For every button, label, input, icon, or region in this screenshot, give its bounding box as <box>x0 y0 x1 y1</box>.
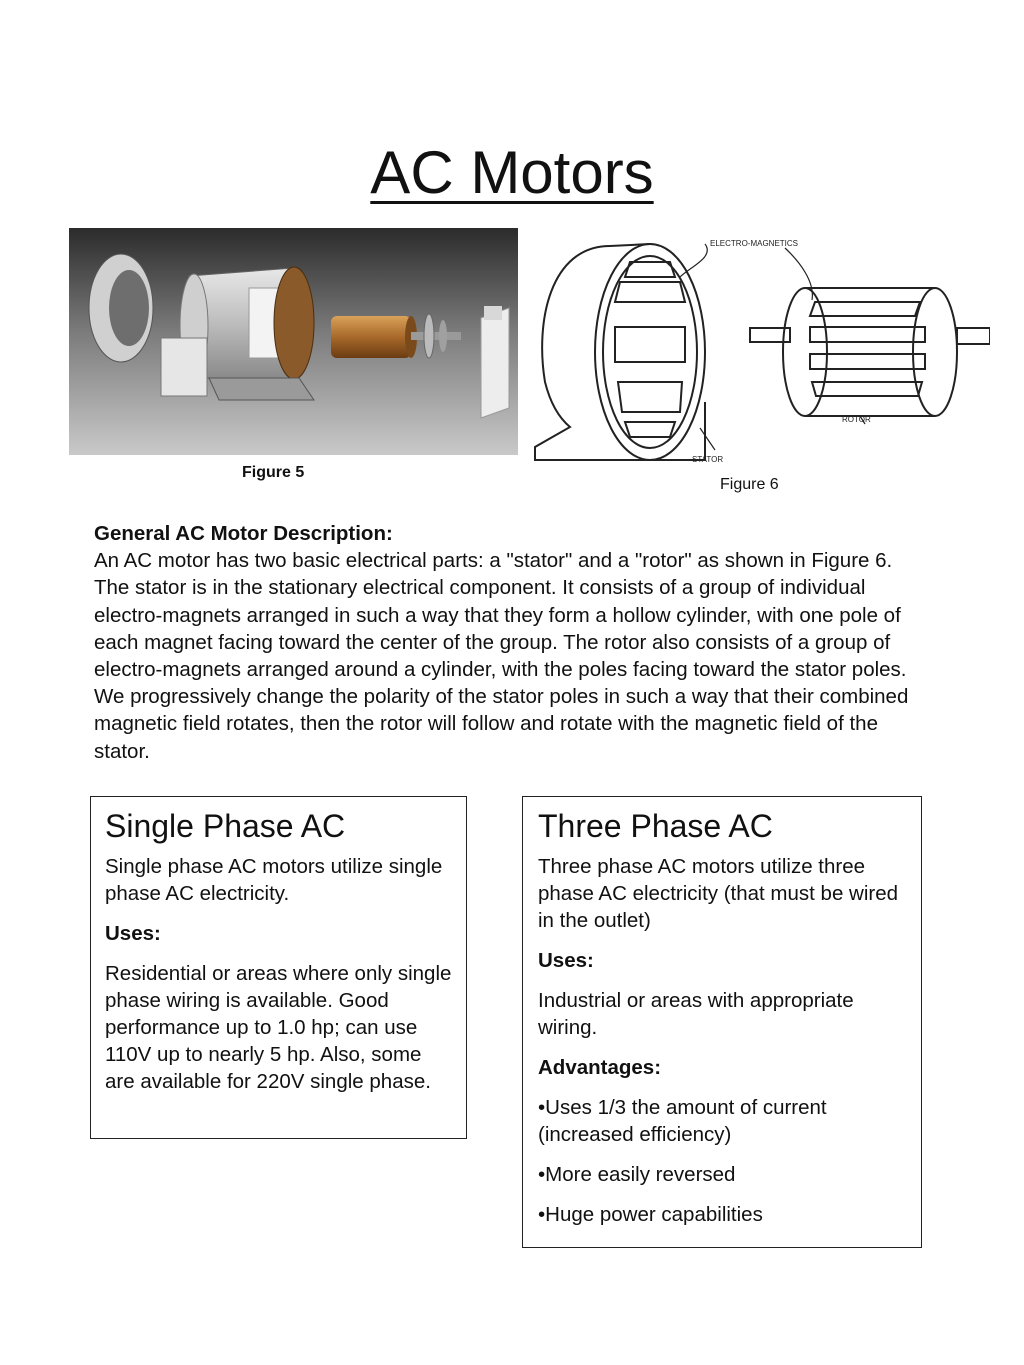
three-phase-title: Three Phase AC <box>538 808 773 844</box>
rotor-label: ROTOR <box>842 415 871 424</box>
single-phase-uses-label: Uses: <box>105 922 161 945</box>
single-phase-intro: Single phase AC motors utilize single phase AC electricity. <box>105 855 443 905</box>
description <box>94 520 914 765</box>
motor-photo <box>69 228 518 455</box>
page-title: AC Motors <box>370 139 654 206</box>
stator-label: STATOR <box>692 455 724 464</box>
figure-6-caption: Figure 6 <box>720 476 779 493</box>
three-phase-intro: Three phase AC motors utilize three phase AC electricity (that must be wired in the outlet) <box>538 855 899 932</box>
description-heading: General AC Motor Description: <box>94 522 393 545</box>
electromagnetics-label: ELECTRO-MAGNETICS <box>710 239 799 248</box>
figure-5-caption: Figure 5 <box>242 464 305 481</box>
advantage-item: •Huge power capabilities <box>538 1203 763 1226</box>
single-phase-title: Single Phase AC <box>105 808 346 844</box>
three-phase-uses-label: Uses: <box>538 949 594 972</box>
three-phase-advantages-label: Advantages: <box>538 1056 662 1079</box>
single-phase-uses: Residential or areas where only single phase wiring is available. Good performance up to 1.0 hp; can use 110V up to nearly 5 hp. Also, some are available for 220V single phase. <box>105 962 452 1093</box>
three-phase-uses: Industrial or areas with appropriate wiring. <box>538 989 854 1039</box>
stator-rotor-diagram <box>530 232 990 472</box>
description-body: An AC motor has two basic electrical parts: a "stator" and a "rotor" as shown in Figure 6. The stator is in the stationary electrical component. It consists of a group of individual electro-magnets arranged in such a way that they form a hollow cylinder, with one pole of each magnet facing toward the center of the group. The rotor also consists of a group of electro-magnets arranged around a cylinder, with the poles facing toward the stator poles. We progressively change the polarity of the stator poles in such a way that their combined magnetic field rotates, then the rotor will follow and rotate with the magnetic field of the stator. <box>94 549 909 763</box>
advantage-item: •Uses 1/3 the amount of current (increased efficiency) <box>538 1096 827 1146</box>
three-phase-box <box>522 796 922 1248</box>
single-phase-box <box>90 796 467 1139</box>
advantage-item: •More easily reversed <box>538 1163 736 1186</box>
